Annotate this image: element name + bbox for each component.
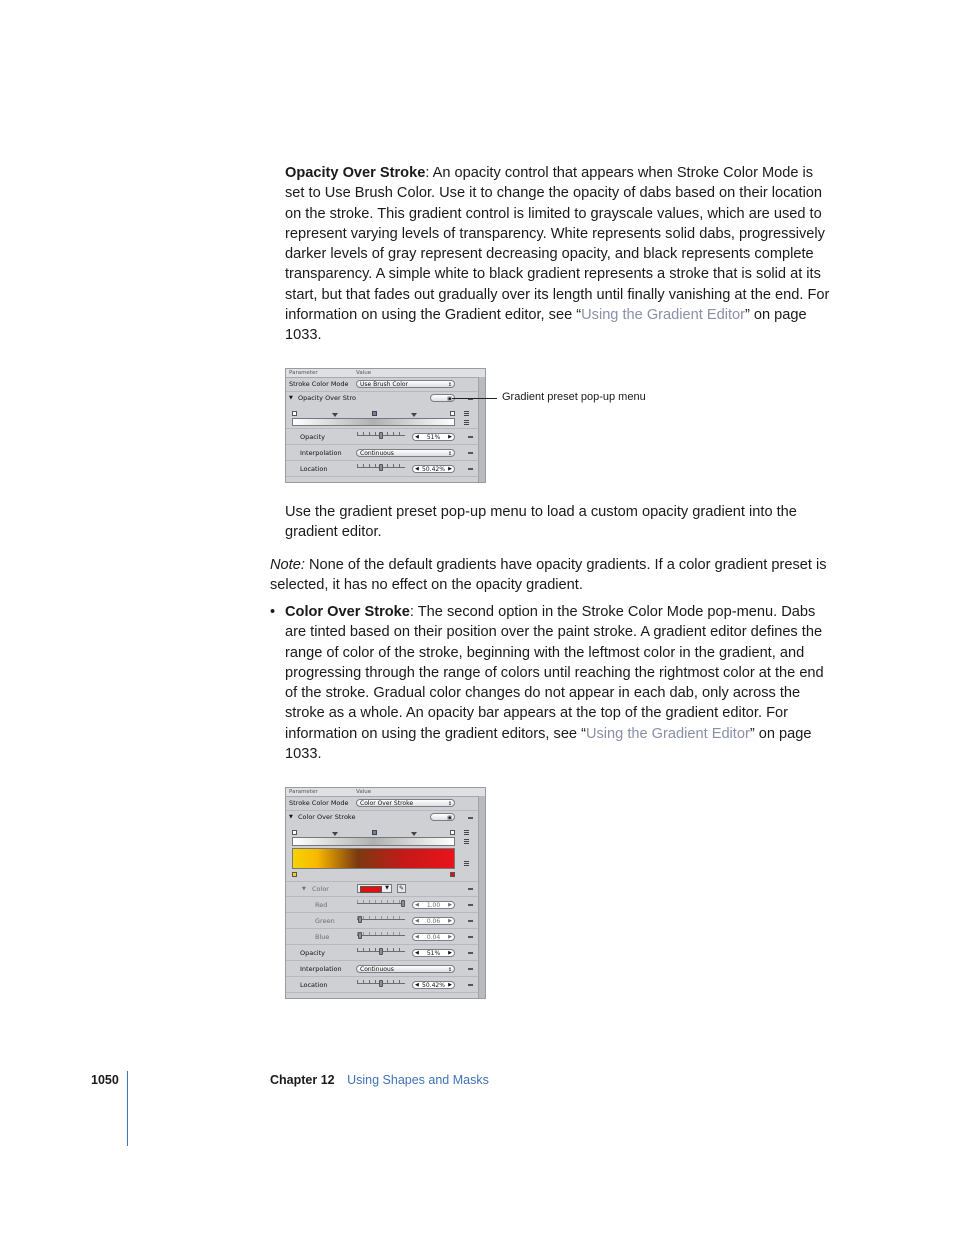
green-slider[interactable] xyxy=(357,916,405,922)
red-slider[interactable] xyxy=(357,900,405,906)
opacity-value-field[interactable]: ◀ 51% ▶ xyxy=(412,433,455,441)
header-parameter: Parameter xyxy=(289,789,318,795)
reset-dash-icon[interactable] xyxy=(468,436,473,438)
chapter-label: Chapter 12 xyxy=(270,1073,335,1087)
popup-arrows-icon: ↕ xyxy=(447,382,452,388)
reset-dash-icon[interactable] xyxy=(468,920,473,922)
chapter-title: Using Shapes and Masks xyxy=(347,1073,489,1087)
inspector-color-over-stroke-screenshot xyxy=(285,787,486,999)
midpoint-marker-2[interactable] xyxy=(411,832,417,836)
location-slider[interactable] xyxy=(357,464,405,470)
color-swatch xyxy=(360,886,382,893)
location-slider[interactable] xyxy=(357,980,405,986)
inspector-scrollbar[interactable] xyxy=(478,796,485,998)
opacity-gradient-bar[interactable] xyxy=(292,418,455,426)
interpolation-popup[interactable]: Continuous ↕ xyxy=(356,449,455,457)
header-value: Value xyxy=(356,789,372,795)
gradient-preset-icon: ▣ xyxy=(447,396,452,402)
blue-value-field[interactable]: ◀ 0.04 ▶ xyxy=(412,933,455,941)
stroke-color-mode-popup[interactable]: Color Over Stroke ↕ xyxy=(356,799,455,807)
row-opacity: Opacity ◀ 51% ▶ xyxy=(286,945,485,961)
header-value: Value xyxy=(356,370,372,376)
popup-arrows-icon: ↕ xyxy=(447,967,452,973)
gradient-menu-icon-2[interactable] xyxy=(464,839,469,844)
row-green: Green ◀ 0.06 ▶ xyxy=(286,913,485,929)
opacity-tag-end[interactable] xyxy=(450,830,455,835)
row-red: Red ◀ 1.00 ▶ xyxy=(286,897,485,913)
opacity-tag-end[interactable] xyxy=(450,411,455,416)
row-stroke-color-mode: Stroke Color Mode Use Brush Color ↕ xyxy=(286,378,485,392)
row-interpolation: Interpolation Continuous ↕ xyxy=(286,445,485,461)
disclosure-triangle-icon[interactable]: ▼ xyxy=(289,814,293,820)
popup-arrows-icon: ↕ xyxy=(447,451,452,457)
link-using-gradient-editor[interactable]: Using the Gradient Editor xyxy=(581,307,745,324)
interpolation-popup[interactable]: Continuous ↕ xyxy=(356,965,455,973)
inspector-scrollbar[interactable] xyxy=(478,377,485,482)
opacity-gradient-bar[interactable] xyxy=(292,837,455,846)
inspector-opacity-over-stroke-screenshot xyxy=(285,368,486,483)
gradient-menu-icon-3[interactable] xyxy=(464,861,469,866)
reset-dash-icon[interactable] xyxy=(468,904,473,906)
callout-leader-line xyxy=(452,398,497,399)
disclosure-triangle-icon[interactable]: ▼ xyxy=(302,886,306,892)
eyedropper-icon[interactable]: ✎ xyxy=(398,885,405,892)
reset-dash-icon[interactable] xyxy=(468,952,473,954)
gradient-preset-icon: ▣ xyxy=(447,815,452,821)
opacity-tag-start[interactable] xyxy=(292,411,297,416)
row-location: Location ◀ 50.42% ▶ xyxy=(286,461,485,477)
gradient-menu-icon[interactable] xyxy=(464,411,469,416)
opacity-slider[interactable] xyxy=(357,432,405,438)
term-opacity-over-stroke: Opacity Over Stroke xyxy=(285,165,426,181)
row-color-gradient-group: ▼ Color Over Stroke ▣ xyxy=(286,811,485,882)
row-blue: Blue ◀ 0.04 ▶ xyxy=(286,929,485,945)
inspector-header xyxy=(286,788,485,797)
footer-chapter xyxy=(270,1073,489,1087)
dropdown-arrow-icon: ▼ xyxy=(385,885,389,891)
selected-opacity-tag[interactable] xyxy=(372,830,377,835)
disclosure-triangle-icon[interactable]: ▼ xyxy=(289,395,293,401)
link-using-gradient-editor-2[interactable]: Using the Gradient Editor xyxy=(585,725,750,742)
gradient-preset-popup[interactable] xyxy=(430,813,455,821)
green-value-field[interactable]: ◀ 0.06 ▶ xyxy=(412,917,455,925)
color-gradient-bar[interactable] xyxy=(292,848,455,869)
note-label: Note: xyxy=(270,557,305,573)
note-paragraph: Note: None of the default gradients have opacity gradients. If a color gradient preset is selected, it has no effect on the opacity gradient. xyxy=(270,557,827,594)
midpoint-marker-2[interactable] xyxy=(411,413,417,417)
opacity-tag-start[interactable] xyxy=(292,830,297,835)
header-parameter: Parameter xyxy=(289,370,318,376)
color-over-stroke-paragraph: Color Over Stroke: The second option in the Stroke Color Mode pop-menu. Dabs are tinted based on their position over the paint stroke. A gradient editor defines the range of color of the stroke, beginning with the leftmost color in the gradient, and progressing through the range of colors until reaching the rightmost color at the end of the stroke. Gradual color changes do not appear in each dab, only across the stroke as a whole. An opacity bar appears at the top of the gradient editor. For information on using the gradient editors, see “Using the Gradient Editor” on page 1033. xyxy=(285,604,824,763)
location-value-field[interactable]: ◀ 50.42% ▶ xyxy=(412,465,455,473)
row-color: ▼ Color ▼ ✎ xyxy=(286,882,485,897)
selected-opacity-tag[interactable] xyxy=(372,411,377,416)
row-location: Location ◀ 50.42% ▶ xyxy=(286,977,485,993)
row-interpolation: Interpolation Continuous ↕ xyxy=(286,961,485,977)
midpoint-marker-1[interactable] xyxy=(332,832,338,836)
row-stroke-color-mode: Stroke Color Mode Color Over Stroke ↕ xyxy=(286,797,485,811)
reset-dash-icon[interactable] xyxy=(468,984,473,986)
blue-slider[interactable] xyxy=(357,932,405,938)
location-value-field[interactable]: ◀ 50.42% ▶ xyxy=(412,981,455,989)
term-color-over-stroke: Color Over Stroke xyxy=(285,604,410,620)
popup-arrows-icon: ↕ xyxy=(447,801,452,807)
stroke-color-mode-popup[interactable]: Use Brush Color ↕ xyxy=(356,380,455,388)
color-well[interactable] xyxy=(357,884,392,893)
color-tag-end[interactable] xyxy=(450,872,455,877)
bullet-symbol: • xyxy=(270,604,276,620)
gradient-menu-icon[interactable] xyxy=(464,830,469,835)
row-opacity: Opacity ◀ 51% ▶ xyxy=(286,429,485,445)
reset-dash-icon[interactable] xyxy=(468,936,473,938)
callout-gradient-preset-popup: Gradient preset pop-up menu xyxy=(502,391,646,403)
opacity-over-stroke-paragraph: Opacity Over Stroke: An opacity control that appears when Stroke Color Mode is set to Use Brush Color. Use it to change the opacity of dabs based on their location on the stroke. This gradient control is limited to grayscale values, which are used to represent varying levels of transparency. White represents solid dabs, progressively darker levels of gray represent decreasing opacity, and black represents complete transparency. A simple white to black gradient represents a stroke that is solid at its start, but that fades out gradually over its length until finally vanishing at the end. For information on using the Gradient editor, see “Using the Gradient Editor” on page 1033. xyxy=(285,165,830,344)
gradient-menu-icon-2[interactable] xyxy=(464,420,469,425)
opacity-value-field[interactable]: ◀ 51% ▶ xyxy=(412,949,455,957)
reset-dash-icon[interactable] xyxy=(468,468,473,470)
reset-dash-icon[interactable] xyxy=(468,452,473,454)
opacity-slider[interactable] xyxy=(357,948,405,954)
color-tag-start[interactable] xyxy=(292,872,297,877)
reset-dash-icon[interactable] xyxy=(468,888,473,890)
row-opacity-gradient-group: ▼ Opacity Over Stro ▣ xyxy=(286,392,485,429)
inspector-header xyxy=(286,369,485,378)
page-number: 1050 xyxy=(91,1073,119,1087)
reset-dash-icon[interactable] xyxy=(468,817,473,819)
gradient-preset-paragraph: Use the gradient preset pop-up menu to load a custom opacity gradient into the gradient editor. xyxy=(285,504,797,541)
red-value-field[interactable]: ◀ 1.00 ▶ xyxy=(412,901,455,909)
midpoint-marker-1[interactable] xyxy=(332,413,338,417)
footer-rule xyxy=(127,1071,128,1146)
reset-dash-icon[interactable] xyxy=(468,968,473,970)
